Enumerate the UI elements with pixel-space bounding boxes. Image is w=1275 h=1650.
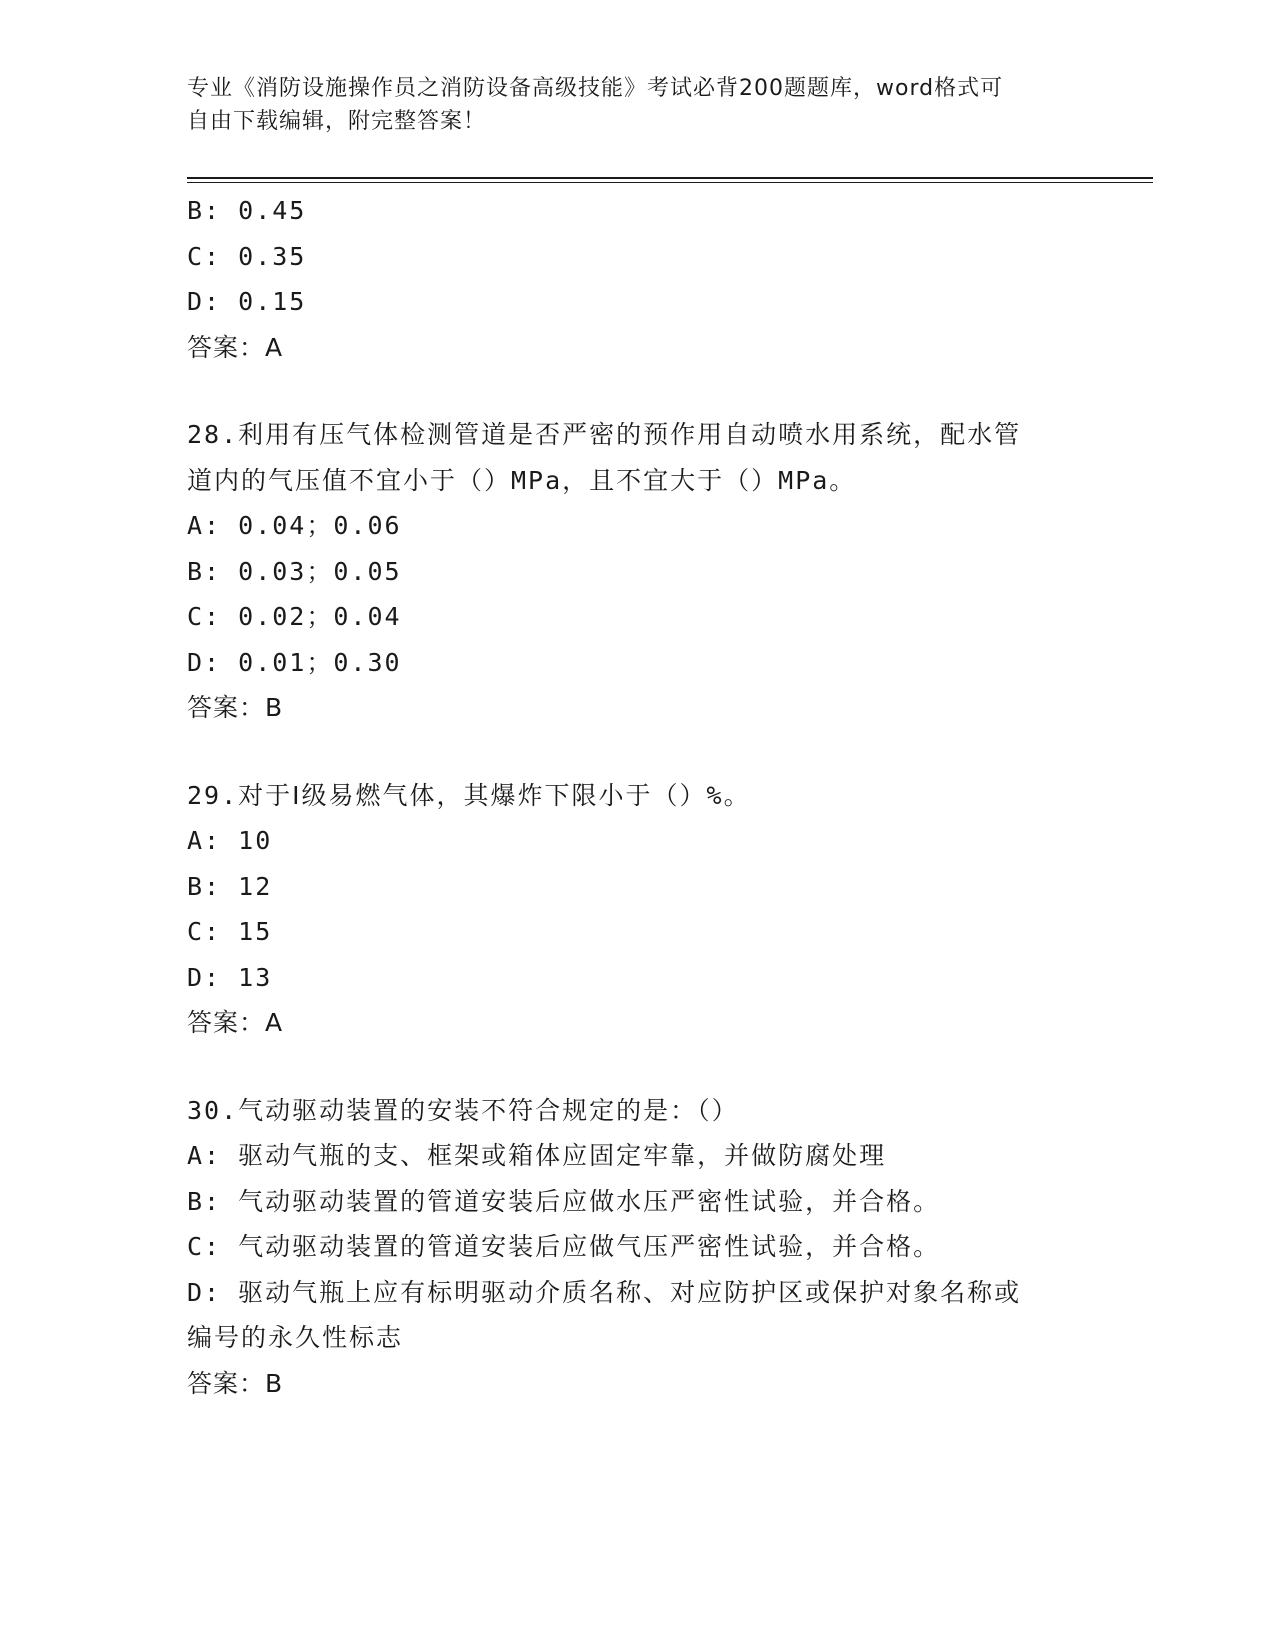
answer: 答案：A — [187, 332, 284, 362]
answer: 答案：B — [187, 693, 284, 722]
answer: 答案：A — [187, 1008, 284, 1037]
option-a: A: 驱动气瓶的支、框架或箱体应固定牢靠，并做防腐处理 — [187, 1141, 887, 1170]
question-27-continued — [187, 188, 1087, 370]
option-d: D: 0.15 — [187, 287, 307, 316]
option-c: C: 0.02；0.04 — [187, 602, 402, 631]
question-stem: 29.对于Ⅰ级易燃气体，其爆炸下限小于（）%。 — [187, 780, 751, 810]
option-d-line-1: D: 驱动气瓶上应有标明驱动介质名称、对应防护区或保护对象名称或 — [187, 1277, 1022, 1307]
question-spacer — [187, 1046, 1087, 1088]
header-divider-thin — [187, 182, 1153, 183]
option-c: C: 气动驱动装置的管道安装后应做气压严密性试验，并合格。 — [187, 1232, 941, 1261]
question-28 — [187, 412, 1087, 731]
header-divider-thick — [187, 177, 1153, 179]
question-spacer — [187, 731, 1087, 773]
option-c: C: 0.35 — [187, 241, 307, 271]
option-a: A: 10 — [187, 826, 273, 855]
header-title-line-1: 专业《消防设施操作员之消防设备高级技能》考试必背200题题库，word格式可 — [187, 76, 1004, 101]
question-29 — [187, 773, 1087, 1046]
option-c: C: 15 — [187, 917, 273, 946]
option-d: D: 13 — [187, 962, 273, 992]
header-title-line-2: 自由下载编辑，附完整答案！ — [187, 109, 487, 134]
option-a: A: 0.04；0.06 — [187, 511, 402, 540]
question-stem-line-1: 28.利用有压气体检测管道是否严密的预作用自动喷水用系统，配水管 — [187, 420, 1022, 449]
option-b: B: 12 — [187, 871, 273, 901]
option-b: B: 0.45 — [187, 196, 307, 225]
option-d: D: 0.01；0.30 — [187, 647, 402, 677]
question-stem: 30.气动驱动装置的安装不符合规定的是：（） — [187, 1095, 739, 1125]
option-b: B: 气动驱动装置的管道安装后应做水压严密性试验，并合格。 — [187, 1186, 941, 1216]
option-d-line-2: 编号的永久性标志 — [187, 1323, 404, 1352]
page-header — [187, 72, 1067, 138]
question-30 — [187, 1088, 1087, 1407]
question-stem-line-2: 道内的气压值不宜小于（）MPa，且不宜大于（）MPa。 — [187, 465, 857, 495]
question-spacer — [187, 370, 1087, 412]
question-list — [187, 188, 1087, 1406]
answer: 答案：B — [187, 1368, 284, 1398]
option-b: B: 0.03；0.05 — [187, 556, 402, 586]
